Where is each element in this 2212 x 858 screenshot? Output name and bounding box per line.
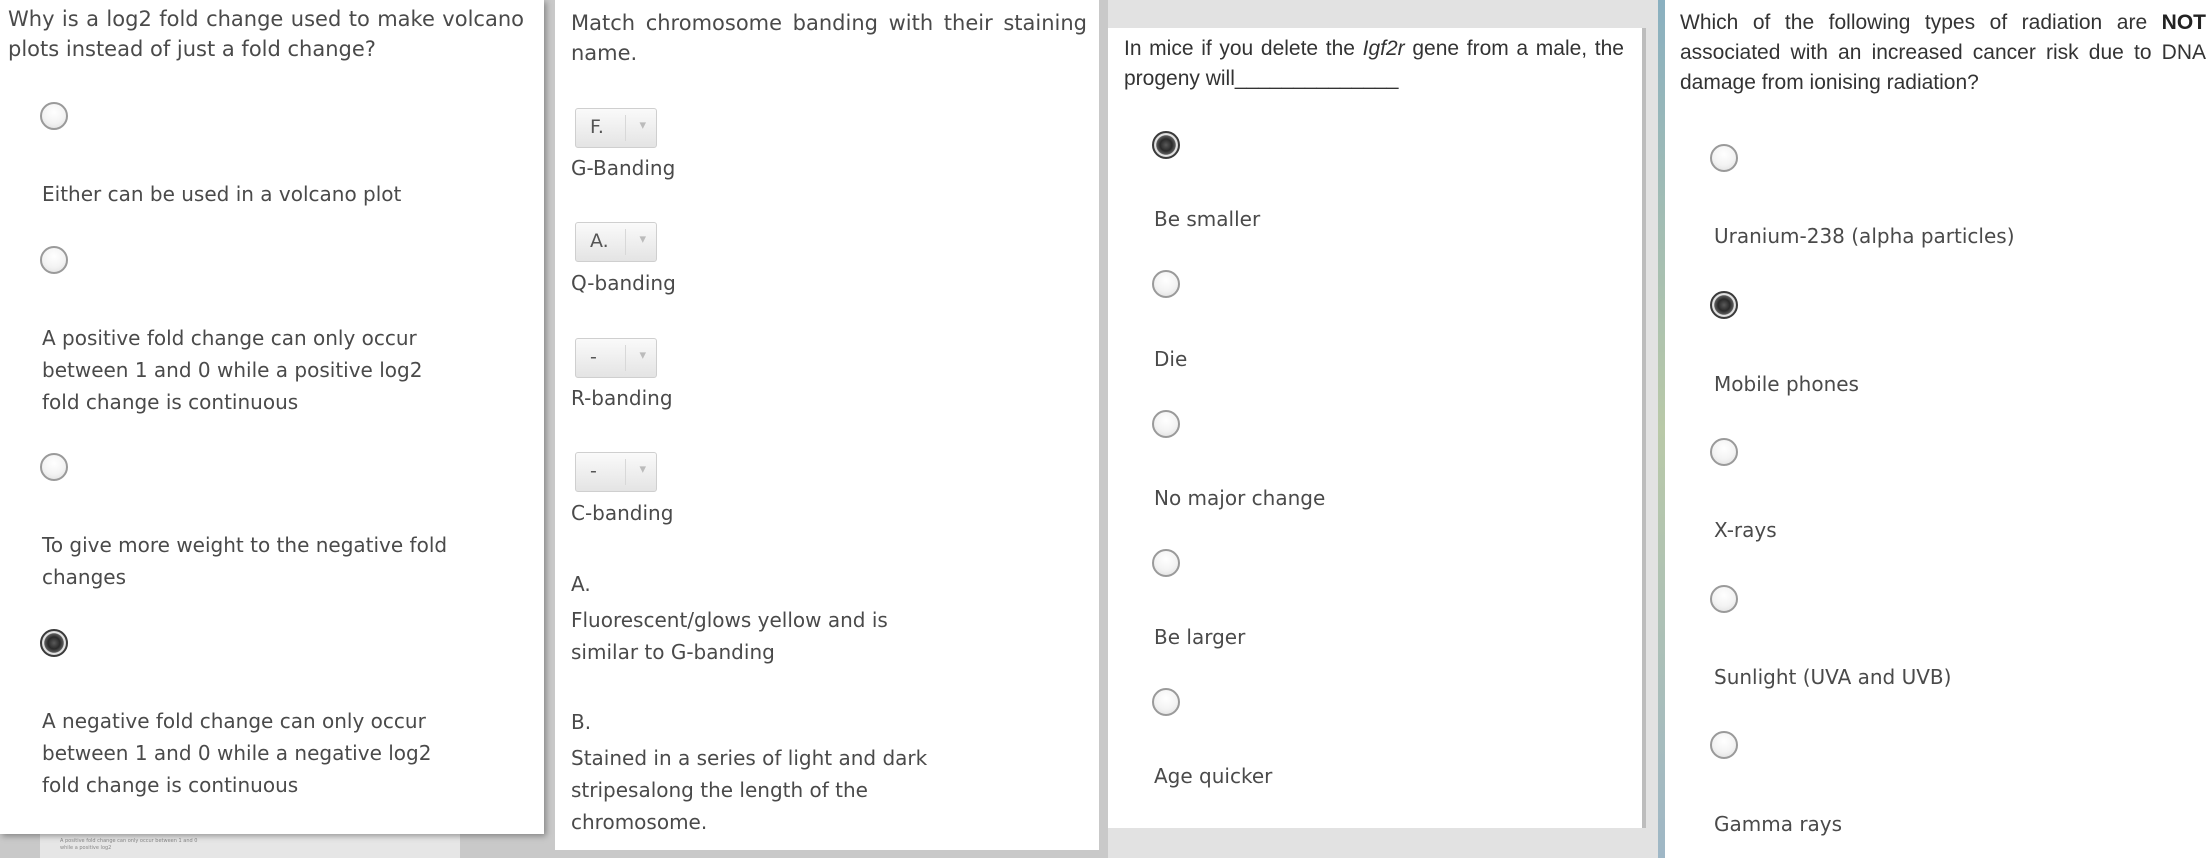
definition-letter-a: A.: [571, 572, 591, 596]
select-value: F.: [590, 116, 604, 138]
option-label-1: Either can be used in a volcano plot: [42, 182, 402, 206]
select-divider: [625, 229, 626, 255]
radio-option-4[interactable]: [1152, 549, 1180, 577]
radio-option-5[interactable]: [1710, 731, 1738, 759]
chevron-down-icon: ▾: [639, 118, 646, 133]
option-label-2: Die: [1154, 347, 1188, 371]
question-text: Match chromosome banding with their staining name.: [571, 11, 1087, 65]
radio-option-4-selected[interactable]: [40, 629, 68, 657]
radio-option-3[interactable]: [1152, 410, 1180, 438]
question-text: Why is a log2 fold change used to make volcano plots instead of just a fold change?: [8, 7, 524, 61]
radio-option-2-selected[interactable]: [1710, 291, 1738, 319]
underlying-text: A positive fold change can only occur between 1 and 0 while a positive log2: [60, 838, 198, 851]
option-label-3: No major change: [1154, 486, 1326, 510]
question-panel-radiation: [1665, 0, 2212, 858]
chevron-down-icon: ▾: [639, 462, 646, 477]
select-divider: [625, 115, 626, 141]
radio-option-2[interactable]: [40, 246, 68, 274]
scrollbar-track[interactable]: [1642, 28, 1646, 828]
chevron-down-icon: ▾: [639, 232, 646, 247]
radio-option-4[interactable]: [1710, 585, 1738, 613]
question-text-start: In mice if you delete the: [1124, 37, 1363, 60]
background-window-fragment: [40, 834, 460, 858]
radio-option-3[interactable]: [1710, 438, 1738, 466]
match-select-4[interactable]: [575, 452, 657, 492]
option-label-3: X-rays: [1714, 518, 1777, 542]
match-select-1[interactable]: [575, 108, 657, 148]
question-text: [1124, 34, 1624, 94]
desktop-background-strip: [1658, 0, 1665, 858]
select-value: A.: [590, 230, 609, 252]
definition-letter-b: B.: [571, 710, 592, 734]
chevron-down-icon: ▾: [639, 348, 646, 363]
option-label-1: Uranium-238 (alpha particles): [1714, 224, 2015, 248]
option-label-4: Be larger: [1154, 625, 1246, 649]
radio-option-5[interactable]: [1152, 688, 1180, 716]
match-label-4: C-banding: [571, 501, 674, 525]
match-label-2: Q-banding: [571, 271, 676, 295]
question-panel-igf2r: [1108, 28, 1642, 828]
option-label-2: A positive fold change can only occur between 1 and 0 while a positive log2 fold change is continuous: [42, 326, 423, 414]
question-text-start: Which of the following types of radiation are: [1680, 11, 2162, 34]
option-label-2: Mobile phones: [1714, 372, 1859, 396]
option-label-4: A negative fold change can only occur between 1 and 0 while a negative log2 fold change is continuous: [42, 709, 432, 797]
definition-text-a: Fluorescent/glows yellow and is similar to G-banding: [571, 608, 888, 664]
select-value: -: [590, 346, 597, 368]
radio-option-3[interactable]: [40, 453, 68, 481]
question-emphasis: NOT: [2161, 11, 2206, 34]
option-label-4: Sunlight (UVA and UVB): [1714, 665, 1952, 689]
select-divider: [625, 459, 626, 485]
option-label-5: Age quicker: [1154, 764, 1273, 788]
match-select-2[interactable]: [575, 222, 657, 262]
option-label-1: Be smaller: [1154, 207, 1261, 231]
question-text-end: gene from a male, the progeny will______________: [1124, 37, 1624, 90]
select-divider: [625, 345, 626, 371]
radio-option-2[interactable]: [1152, 270, 1180, 298]
question-text-end: associated with an increased cancer risk due to DNA damage from ionising radiation?: [1680, 41, 2206, 94]
question-text: [1680, 8, 2206, 98]
select-value: -: [590, 460, 597, 482]
match-select-3[interactable]: [575, 338, 657, 378]
match-label-3: R-banding: [571, 386, 673, 410]
question-panel-chromosome-banding: [555, 0, 1099, 850]
gene-name: Igf2r: [1362, 37, 1405, 60]
question-panel-log2: [0, 0, 544, 834]
radio-option-1[interactable]: [40, 102, 68, 130]
definition-text-b: Stained in a series of light and dark stripesalong the length of the chromosome.: [571, 746, 928, 834]
match-label-1: G-Banding: [571, 156, 676, 180]
option-label-5: Gamma rays: [1714, 812, 1843, 836]
option-label-3: To give more weight to the negative fold changes: [42, 533, 448, 589]
radio-option-1-selected[interactable]: [1152, 131, 1180, 159]
radio-option-1[interactable]: [1710, 144, 1738, 172]
